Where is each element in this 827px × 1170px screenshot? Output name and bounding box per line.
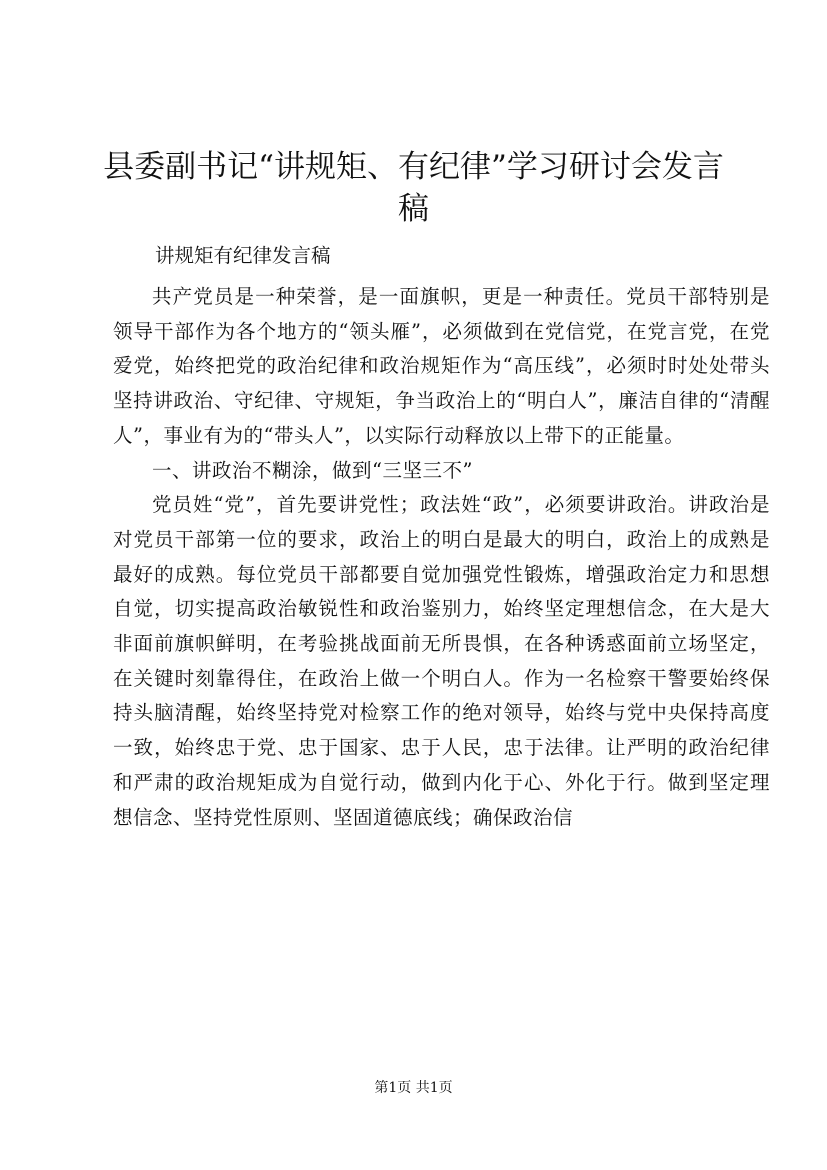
page-number: 第1页 共1页 xyxy=(374,1080,453,1096)
document-title: 县委副书记“讲规矩、有纪律”学习研讨会发言稿 xyxy=(103,149,724,227)
section-heading: 一、讲政治不糊涂，做到“三坚三不” xyxy=(152,458,473,482)
paragraph-intro: 共产党员是一种荣誉，是一面旗帜，更是一种责任。党员干部特别是领导干部作为各个地方的“领头雁”，必须做到在党信党，在党言党，在党爱党，始终把党的政治纪律和政治规矩作为“高压线”，必须时时处处带头坚持讲政治、守纪律、守规矩，争当政治上的“明白人”，廉洁自律的“清醒人”，事业有为的“带头人”，以实际行动释放以上带下的正能量。 xyxy=(113,285,770,447)
document-body xyxy=(113,280,770,835)
paragraph-section-one: 党员姓“党”，首先要讲党性；政法姓“政”，必须要讲政治。讲政治是对党员干部第一位的要求，政治上的明白是最大的明白，政治上的成熟是最好的成熟。每位党员干部都要自觉加强党性锻炼，增强政治定力和思想自觉，切实提高政治敏锐性和政治鉴别力，始终坚定理想信念，在大是大非面前旗帜鲜明，在考验挑战面前无所畏惧，在各种诱惑面前立场坚定，在关键时刻靠得住，在政治上做一个明白人。作为一名检察干警要始终保持头脑清醒，始终坚持党对检察工作的绝对领导，始终与党中央保持高度一致，始终忠于党、忠于国家、忠于人民，忠于法律。让严明的政治纪律和严肃的政治规矩成为自觉行动，做到内化于心、外化于行。做到坚定理想信念、坚持党性原则、坚固道德底线；确保政治信 xyxy=(113,493,770,829)
document-subtitle: 讲规矩有纪律发言稿 xyxy=(155,244,331,267)
